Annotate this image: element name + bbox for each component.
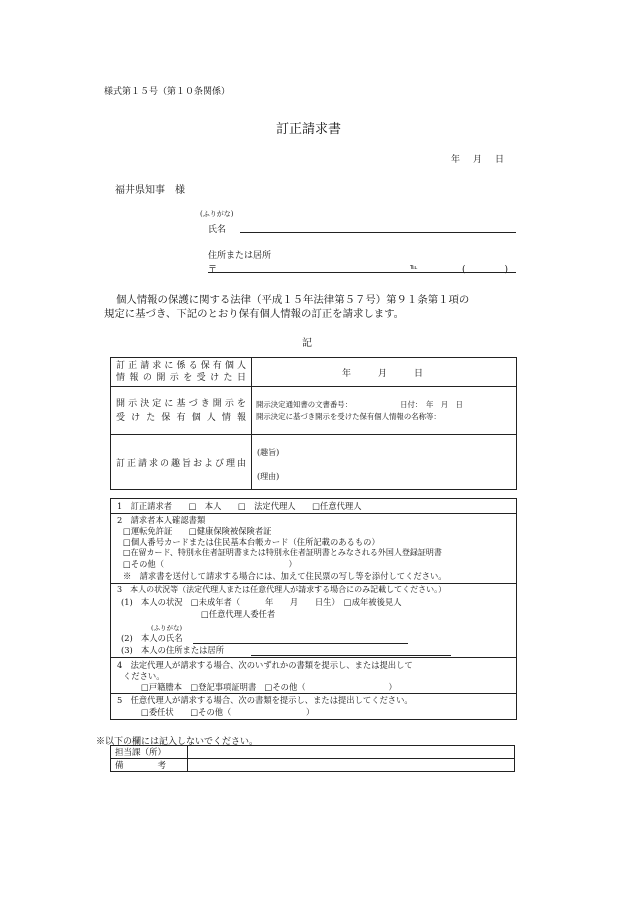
id-docs-line-3[interactable]: □在留カード、特別永住者証明書または特別永住者証明書とみなされる外国人登録証明書 — [123, 548, 442, 557]
principal-address-label: (3) 本人の住所または居所 — [121, 645, 225, 655]
office-department-field — [188, 746, 515, 759]
id-docs-title: 2 請求者本人確認書類 — [117, 515, 206, 525]
principal-status-line-2[interactable]: □任意代理人委任者 — [201, 609, 276, 619]
disclosed-info-label: 開示決定に基づき開示を 受けた保有個人情報 — [111, 387, 252, 435]
requester-type[interactable]: 1 訂正請求者 □ 本人 □ 法定代理人 □任意代理人 — [117, 501, 362, 511]
office-remarks-field — [188, 759, 515, 772]
tel-paren: ( ) — [462, 265, 512, 275]
ki-label: 記 — [302, 338, 312, 349]
request-detail-table — [110, 357, 517, 490]
received-date-label: 訂正請求に係る保有個人 情報の開示を受けた日 — [111, 358, 252, 387]
intro-line-1: 個人情報の保護に関する法律（平成１５年法律第５７号）第９１条第１項の — [116, 294, 470, 306]
principal-name-label: (2) 本人の氏名 — [121, 633, 183, 643]
id-docs-line-1[interactable]: □運転免許証 □健康保険被保険者証 — [123, 526, 272, 536]
office-row-department: 担当課（所） — [111, 746, 188, 759]
address-field[interactable] — [208, 272, 516, 273]
legal-agent-docs-line-1: 4 法定代理人が請求する場合、次のいずれかの書類を提示し、または提出して — [117, 660, 413, 670]
addressee: 福井県知事 様 — [115, 185, 185, 196]
principal-address-field[interactable] — [251, 655, 451, 656]
id-docs-note: ※ 請求書を送付して請求する場合には、加えて住民票の写し等を添付してください。 — [123, 571, 447, 581]
received-date-value[interactable]: 年 月 日 — [252, 358, 517, 387]
footer-note: ※以下の欄には記入しないでください。 — [96, 737, 259, 747]
office-row-remarks: 備 考 — [111, 759, 188, 772]
page-title: 訂正請求書 — [276, 122, 342, 137]
id-docs-line-2[interactable]: □個人番号カードまたは住民基本台帳カード（住所記載のあるもの） — [123, 537, 380, 547]
legal-agent-docs-line-2: ください。 — [123, 671, 165, 681]
form-number: 様式第１５号（第１０条関係） — [104, 87, 231, 97]
intro-line-2: 規定に基づき、下記のとおり保有個人情報の訂正を請求します。 — [104, 308, 405, 320]
purpose-reason-label: 訂正請求の趣旨および理由 — [111, 435, 252, 490]
voluntary-agent-docs-line-1: 5 任意代理人が請求する場合、次の書類を提示し、または提出してください。 — [117, 695, 413, 705]
furigana-label: (ふりがな) — [200, 210, 234, 218]
legal-agent-docs-options[interactable]: □戸籍謄本 □登記事項証明書 □その他（ ） — [141, 682, 397, 692]
office-use-table — [110, 745, 515, 772]
disclosed-info-value[interactable]: 開示決定通知書の文書番号： 日付： 年 月 日 開示決定に基づき開示を受けた保有個人情報の名称等： — [252, 387, 517, 435]
date-line: 年 月 日 — [451, 155, 507, 165]
principal-status-title: 3 本人の状況等（法定代理人または任意代理人が請求する場合にのみ記載してください。） — [117, 585, 447, 594]
requester-section — [110, 498, 517, 720]
postal-mark: 〒 — [208, 265, 218, 275]
voluntary-agent-docs-options[interactable]: □委任状 □その他（ ） — [141, 707, 315, 717]
id-docs-line-4[interactable]: □その他（ ） — [123, 559, 297, 569]
principal-status-line-1[interactable]: (1) 本人の状況 □未成年者（ 年 月 日生） □成年被後見人 — [121, 597, 402, 607]
principal-furigana: (ふりがな) — [151, 624, 183, 632]
principal-name-field[interactable] — [193, 643, 408, 644]
tel-label: ℡ — [410, 263, 418, 271]
address-label: 住所または居所 — [208, 251, 272, 261]
purpose-reason-value[interactable]: (趣旨) (理由) — [252, 435, 517, 490]
name-field[interactable] — [240, 232, 516, 233]
name-label: 氏名 — [208, 225, 227, 235]
